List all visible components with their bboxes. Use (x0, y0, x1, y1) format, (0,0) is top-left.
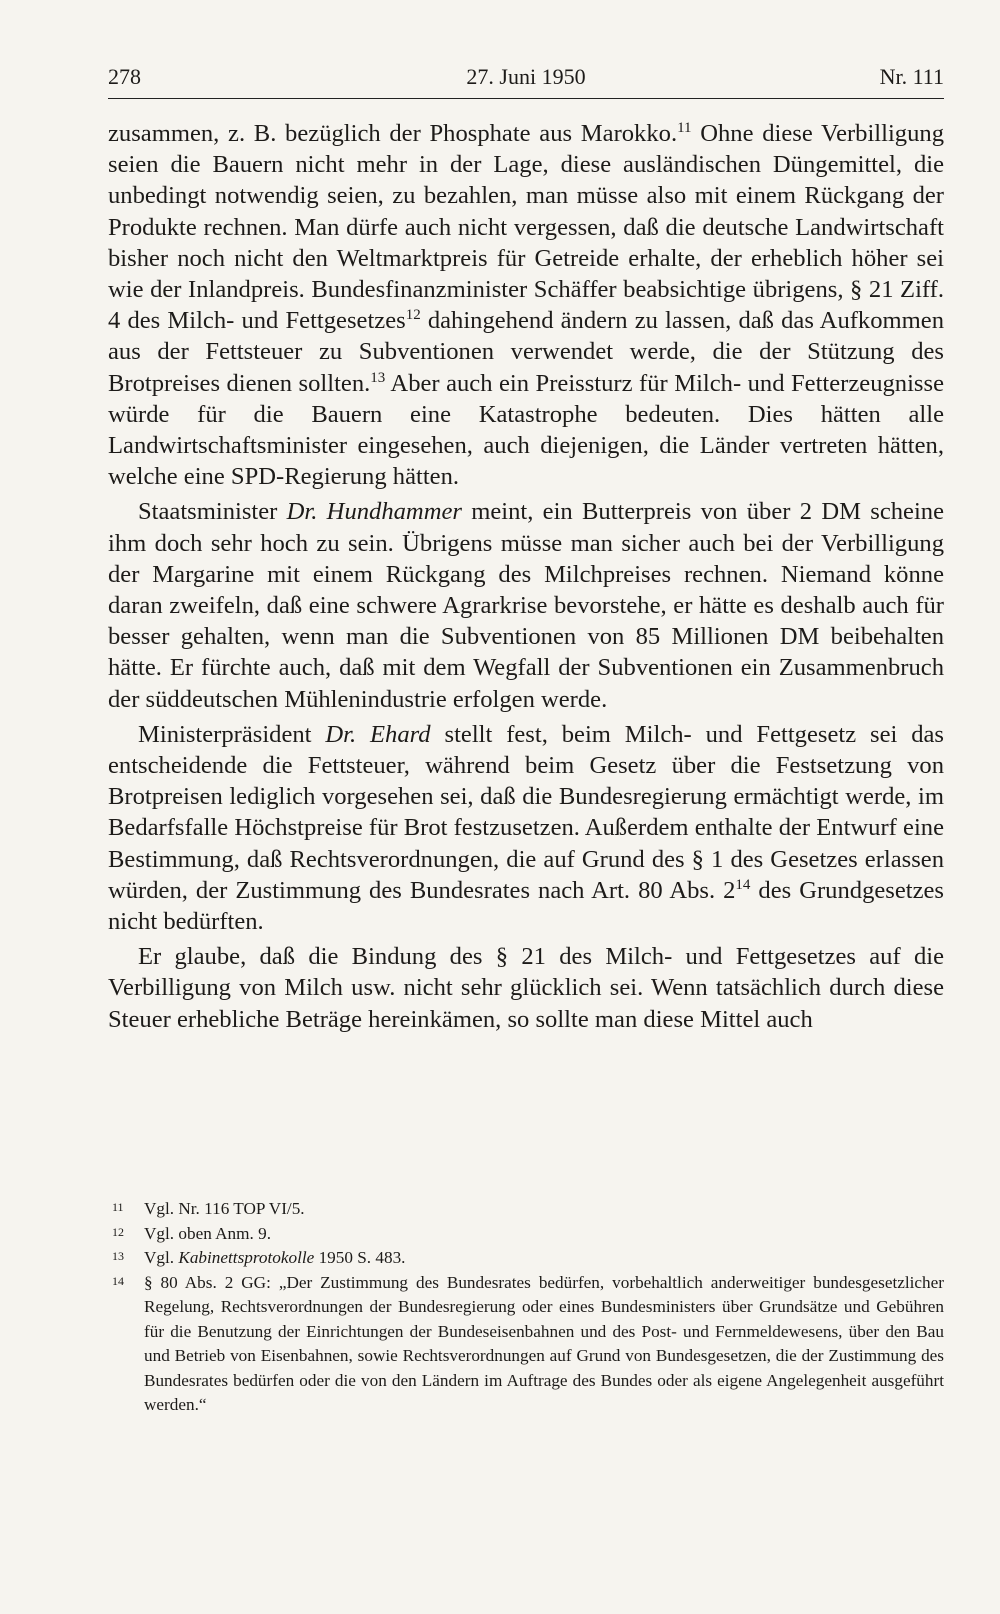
footnote-text: Vgl. oben Anm. 9. (144, 1223, 271, 1243)
text-span: Ministerpräsident (138, 720, 326, 748)
footnote-text: § 80 Abs. 2 GG: „Der Zustimmung des Bundesrates bedürfen, vorbehaltlich anderweitiger bundesgesetzlicher Regelung, Rechtsverordnungen der Bundesregierung oder eines Bundesministers über Grundsätze und Gebühren für die Benutzung der Einrichtungen der Bundeseisenbahnen und des Post- und Fernmeldewesens, über den Bau und Betrieb von Eisenbahnen, sowie Rechtsverordnungen auf Grund von Bundesgesetzen, die der Zustimmung des Bundesrates bedürfen oder die von den Ländern im Auftrage des Bundes oder als eigene Angelegenheit ausgeführt werden.“ (144, 1272, 944, 1414)
text-span: Er glaube, daß die Bindung des § 21 des Milch- und Fettgesetzes auf die Verbilligung von Milch usw. nicht sehr glücklich sei. Wenn tatsächlich durch diese Steuer erhebliche Beträge hereinkämen, so sollte man diese Mittel auch (108, 943, 944, 1033)
paragraph-1 (108, 118, 944, 492)
main-text (108, 118, 944, 1035)
footnote-ref-13: 13 (370, 369, 386, 386)
text-span: Aber auch ein Preissturz für Milch- und Fetterzeugnisse würde für die Bauern eine Katastrophe bedeuten. Dies hätten alle Landwirtschaftsminister eingesehen, auch diejenigen, die Länder vertreten hätten, welche eine SPD-Regierung hätten. (108, 369, 944, 491)
document-number: Nr. 111 (879, 64, 944, 89)
footnote-14 (108, 1271, 944, 1418)
footnote-ref-14: 14 (735, 876, 751, 893)
paragraph-3 (108, 719, 944, 937)
footnote-ref-11: 11 (677, 120, 692, 136)
footnote-text-post: 1950 S. 483. (314, 1248, 406, 1267)
text-span: des Grundgesetzes nicht bedürften. (108, 876, 945, 936)
footnote-ref-12: 12 (405, 307, 421, 324)
paragraph-4 (108, 941, 944, 1035)
speaker-name: Dr. Ehard (325, 720, 431, 748)
footnote-number: 12 (112, 1224, 124, 1239)
footnote-number: 11 (112, 1200, 124, 1214)
footnote-title: Kabinettsprotokolle (178, 1248, 315, 1267)
footnote-number: 14 (112, 1273, 124, 1288)
text-span: stellt fest, beim Milch- und Fettgesetz sei das entscheidende die Fettsteuer, während beim Gesetz über die Festsetzung von Brotpreisen lediglich vorgesehen sei, daß die Bundesregierung ermächtigt werde, im Bedarfsfalle Höchstpreise für Brot festzusetzen. Außerdem enthalte der Entwurf eine Bestimmung, daß Rechtsverordnungen, die auf Grund des § 1 des Gesetzes erlassen würden, der Zustimmung des Bundesrates nach Art. 80 Abs. 2 (108, 720, 944, 904)
footnote-text: Vgl. Nr. 116 TOP VI/5. (144, 1199, 305, 1218)
text-span: zusammen, z. B. bezüglich der Phosphate aus Marokko. (108, 120, 678, 147)
footnote-12 (108, 1222, 944, 1247)
page-number: 278 (108, 64, 141, 89)
paragraph-2 (108, 496, 944, 714)
footnote-13 (108, 1246, 944, 1271)
text-span: dahingehend ändern zu lassen, daß das Aufkommen aus der Fettsteuer zu Subventionen verwendet werde, die der Stützung des Brotpreises dienen sollten. (108, 307, 944, 397)
footnotes (108, 1197, 944, 1418)
speaker-name: Dr. Hundhammer (286, 498, 462, 526)
text-span: Ohne diese Verbilligung seien die Bauern nicht mehr in der Lage, diese ausländischen Düngemittel, die unbedingt notwendig seien, zu bezahlen, man müsse also mit einem Rückgang der Produkte rechnen. Man dürfe auch nicht vergessen, daß die deutsche Landwirtschaft bisher noch nicht den Weltmarktpreis für Getreide erhalte, der erheblich höher sei wie der Inlandpreis. Bundesfinanzminister Schäffer beabsichtige übrigens, § 21 Ziff. 4 des Milch- und Fettgesetzes (108, 120, 944, 335)
footnote-number: 13 (112, 1249, 124, 1263)
header-date: 27. Juni 1950 (466, 64, 586, 89)
footnote-text-pre: Vgl. (144, 1248, 179, 1267)
running-header (108, 58, 944, 99)
text-span: Staatsminister (138, 498, 287, 526)
footnote-11 (108, 1197, 944, 1222)
text-span: meint, ein Butterpreis von über 2 DM scheine ihm doch sehr hoch zu sein. Übrigens müsse man sicher auch bei der Verbilligung der Margarine mit einem Rückgang des Milchpreises rechnen. Niemand könne daran zweifeln, daß eine schwere Agrarkrise bevorstehe, er hätte es deshalb auch für besser gehalten, wenn man die Subventionen von 85 Millionen DM beibehalten hätte. Er fürchte auch, daß mit dem Wegfall der Subventionen ein Zusammenbruch der süddeutschen Mühlenindustrie erfolgen werde. (108, 498, 944, 713)
